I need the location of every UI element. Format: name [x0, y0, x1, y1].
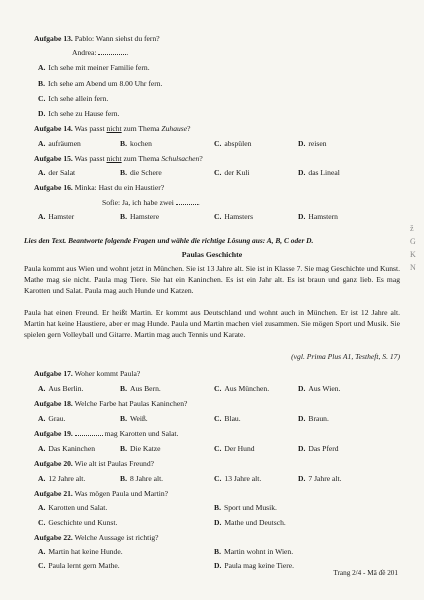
- question-21: Aufgabe 21. Was mögen Paula und Martin?: [34, 489, 169, 498]
- option-b[interactable]: B. Die Katze: [120, 444, 161, 453]
- option-c[interactable]: C. abspülen: [214, 139, 252, 148]
- option-c[interactable]: C. Der Hund: [214, 444, 255, 453]
- option-b[interactable]: B. 8 Jahre alt.: [120, 474, 164, 483]
- question-label: Aufgabe 15.: [34, 154, 73, 163]
- question-18: Aufgabe 18. Welche Farbe hat Paulas Kaninchen?: [34, 399, 188, 408]
- option-a[interactable]: A. Ich sehe mit meiner Familie fern.: [38, 63, 150, 72]
- option-a[interactable]: A. Aus Berlin.: [38, 384, 84, 393]
- option-a[interactable]: A. Das Kaninchen: [38, 444, 95, 453]
- option-a[interactable]: A. Grau.: [38, 414, 66, 423]
- question-13: [34, 34, 160, 44]
- option-a[interactable]: A. Hamster: [38, 212, 75, 221]
- dialogue-text: Andrea:: [72, 48, 99, 57]
- answer-blank: [176, 198, 198, 205]
- option-b[interactable]: B. die Schere: [120, 168, 162, 177]
- option-b[interactable]: B. Weiß.: [120, 414, 148, 423]
- option-b[interactable]: B. Martin wohnt in Wien.: [214, 547, 294, 556]
- option-a[interactable]: A. Martin hat keine Hunde.: [38, 547, 123, 556]
- option-a[interactable]: A. der Salat: [38, 168, 76, 177]
- option-d[interactable]: D. Mathe und Deutsch.: [214, 518, 286, 527]
- question-20: Aufgabe 20. Wie alt ist Paulas Freund?: [34, 459, 155, 468]
- option-a[interactable]: A. 12 Jahre alt.: [38, 474, 86, 483]
- question-22: Aufgabe 22. Welche Aussage ist richtig?: [34, 533, 159, 542]
- question-label: Aufgabe 14.: [34, 124, 73, 133]
- option-d[interactable]: D. Das Pferd: [298, 444, 339, 453]
- option-c[interactable]: C. Geschichte und Kunst.: [38, 518, 118, 527]
- option-a[interactable]: A. Karotten und Salat.: [38, 503, 108, 512]
- option-c[interactable]: C. Aus München.: [214, 384, 270, 393]
- option-d[interactable]: D. Braun.: [298, 414, 329, 423]
- question-14: Aufgabe 14. Was passt nicht zum Thema Zuhause?: [34, 124, 191, 133]
- option-b[interactable]: B. Aus Bern.: [120, 384, 161, 393]
- option-b[interactable]: B. Hamstere: [120, 212, 160, 221]
- option-d[interactable]: D. das Lineal: [298, 168, 340, 177]
- option-c[interactable]: C. 13 Jahre alt.: [214, 474, 262, 483]
- margin-marks: ž G K N: [410, 224, 416, 272]
- answer-blank: [98, 48, 126, 55]
- source-citation: (vgl. Prima Plus A1, Testheft, S. 17): [291, 352, 400, 361]
- question-label: Aufgabe 13.: [34, 34, 73, 43]
- story-paragraph-2: Paula hat einen Freund. Er heißt Martin. Er kommt aus Deutschland und wohnt auch in München. Er ist 12 Jahre alt. Martin hat keine Haustiere, aber er mag Hunde. Paula und Martin machen viel zusammen. Sie mögen Sport und Musik. Sie spielen gern Volleyball und Gitarre. Martin mag auch Tennis und Karate.: [24, 308, 400, 340]
- option-d[interactable]: D. reisen: [298, 139, 327, 148]
- option-c[interactable]: C. der Kuli: [214, 168, 250, 177]
- page-footer: Trang 2/4 - Mã đề 201: [333, 569, 398, 577]
- option-c[interactable]: C. Hamsters: [214, 212, 254, 221]
- option-b[interactable]: B. Ich sehe am Abend um 8.00 Uhr fern.: [38, 79, 163, 88]
- option-d[interactable]: D. Ich sehe zu Hause fern.: [38, 109, 120, 118]
- option-d[interactable]: D. Aus Wien.: [298, 384, 341, 393]
- reading-instruction: Lies den Text. Beantworte folgende Fragen und wähle die richtige Lösung aus: A, B, C oder D.: [24, 236, 314, 245]
- question-label: Aufgabe 16.: [34, 183, 73, 192]
- question-19: Aufgabe 19. mag Karotten und Salat.: [34, 429, 179, 438]
- option-b[interactable]: B. Sport und Musik.: [214, 503, 277, 512]
- option-a[interactable]: A. aufräumen: [38, 139, 81, 148]
- question-16: [34, 183, 164, 193]
- story-title: Paulas Geschichte: [181, 250, 243, 259]
- question-15: Aufgabe 15. Was passt nicht zum Thema Schulsachen?: [34, 154, 203, 163]
- option-c[interactable]: C. Ich sehe allein fern.: [38, 94, 109, 103]
- option-b[interactable]: B. kochen: [120, 139, 152, 148]
- option-c[interactable]: C. Blau.: [214, 414, 241, 423]
- answer-blank: [75, 429, 103, 436]
- option-d[interactable]: D. Hamstern: [298, 212, 338, 221]
- option-d[interactable]: D. 7 Jahre alt.: [298, 474, 342, 483]
- story-paragraph-1: Paula kommt aus Wien und wohnt jetzt in München. Sie ist 13 Jahre alt. Sie ist in Klasse 7. Sie mag Geschichte und Kunst. Mathe mag sie nicht. Paula mag Tiere. Sie hat ein Kaninchen. Es ist ein Jahr alt. Es ist braun und ganz lieb. Es mag Karotten und Salat. Paula mag auch Hunde und Katzen.: [24, 264, 400, 296]
- option-c[interactable]: C. Paula lernt gern Mathe.: [38, 561, 120, 570]
- question-16-answer-line: Sofie: Ja, ich habe zwei .: [102, 198, 200, 207]
- question-text: Pablo: Wann siehst du fern?: [74, 34, 160, 43]
- option-d[interactable]: D. Paula mag keine Tiere.: [214, 561, 294, 570]
- question-17: Aufgabe 17. Woher kommt Paula?: [34, 369, 141, 378]
- question-13-answer-line: Andrea: .: [72, 48, 129, 57]
- question-text: Minka: Hast du ein Haustier?: [74, 183, 165, 192]
